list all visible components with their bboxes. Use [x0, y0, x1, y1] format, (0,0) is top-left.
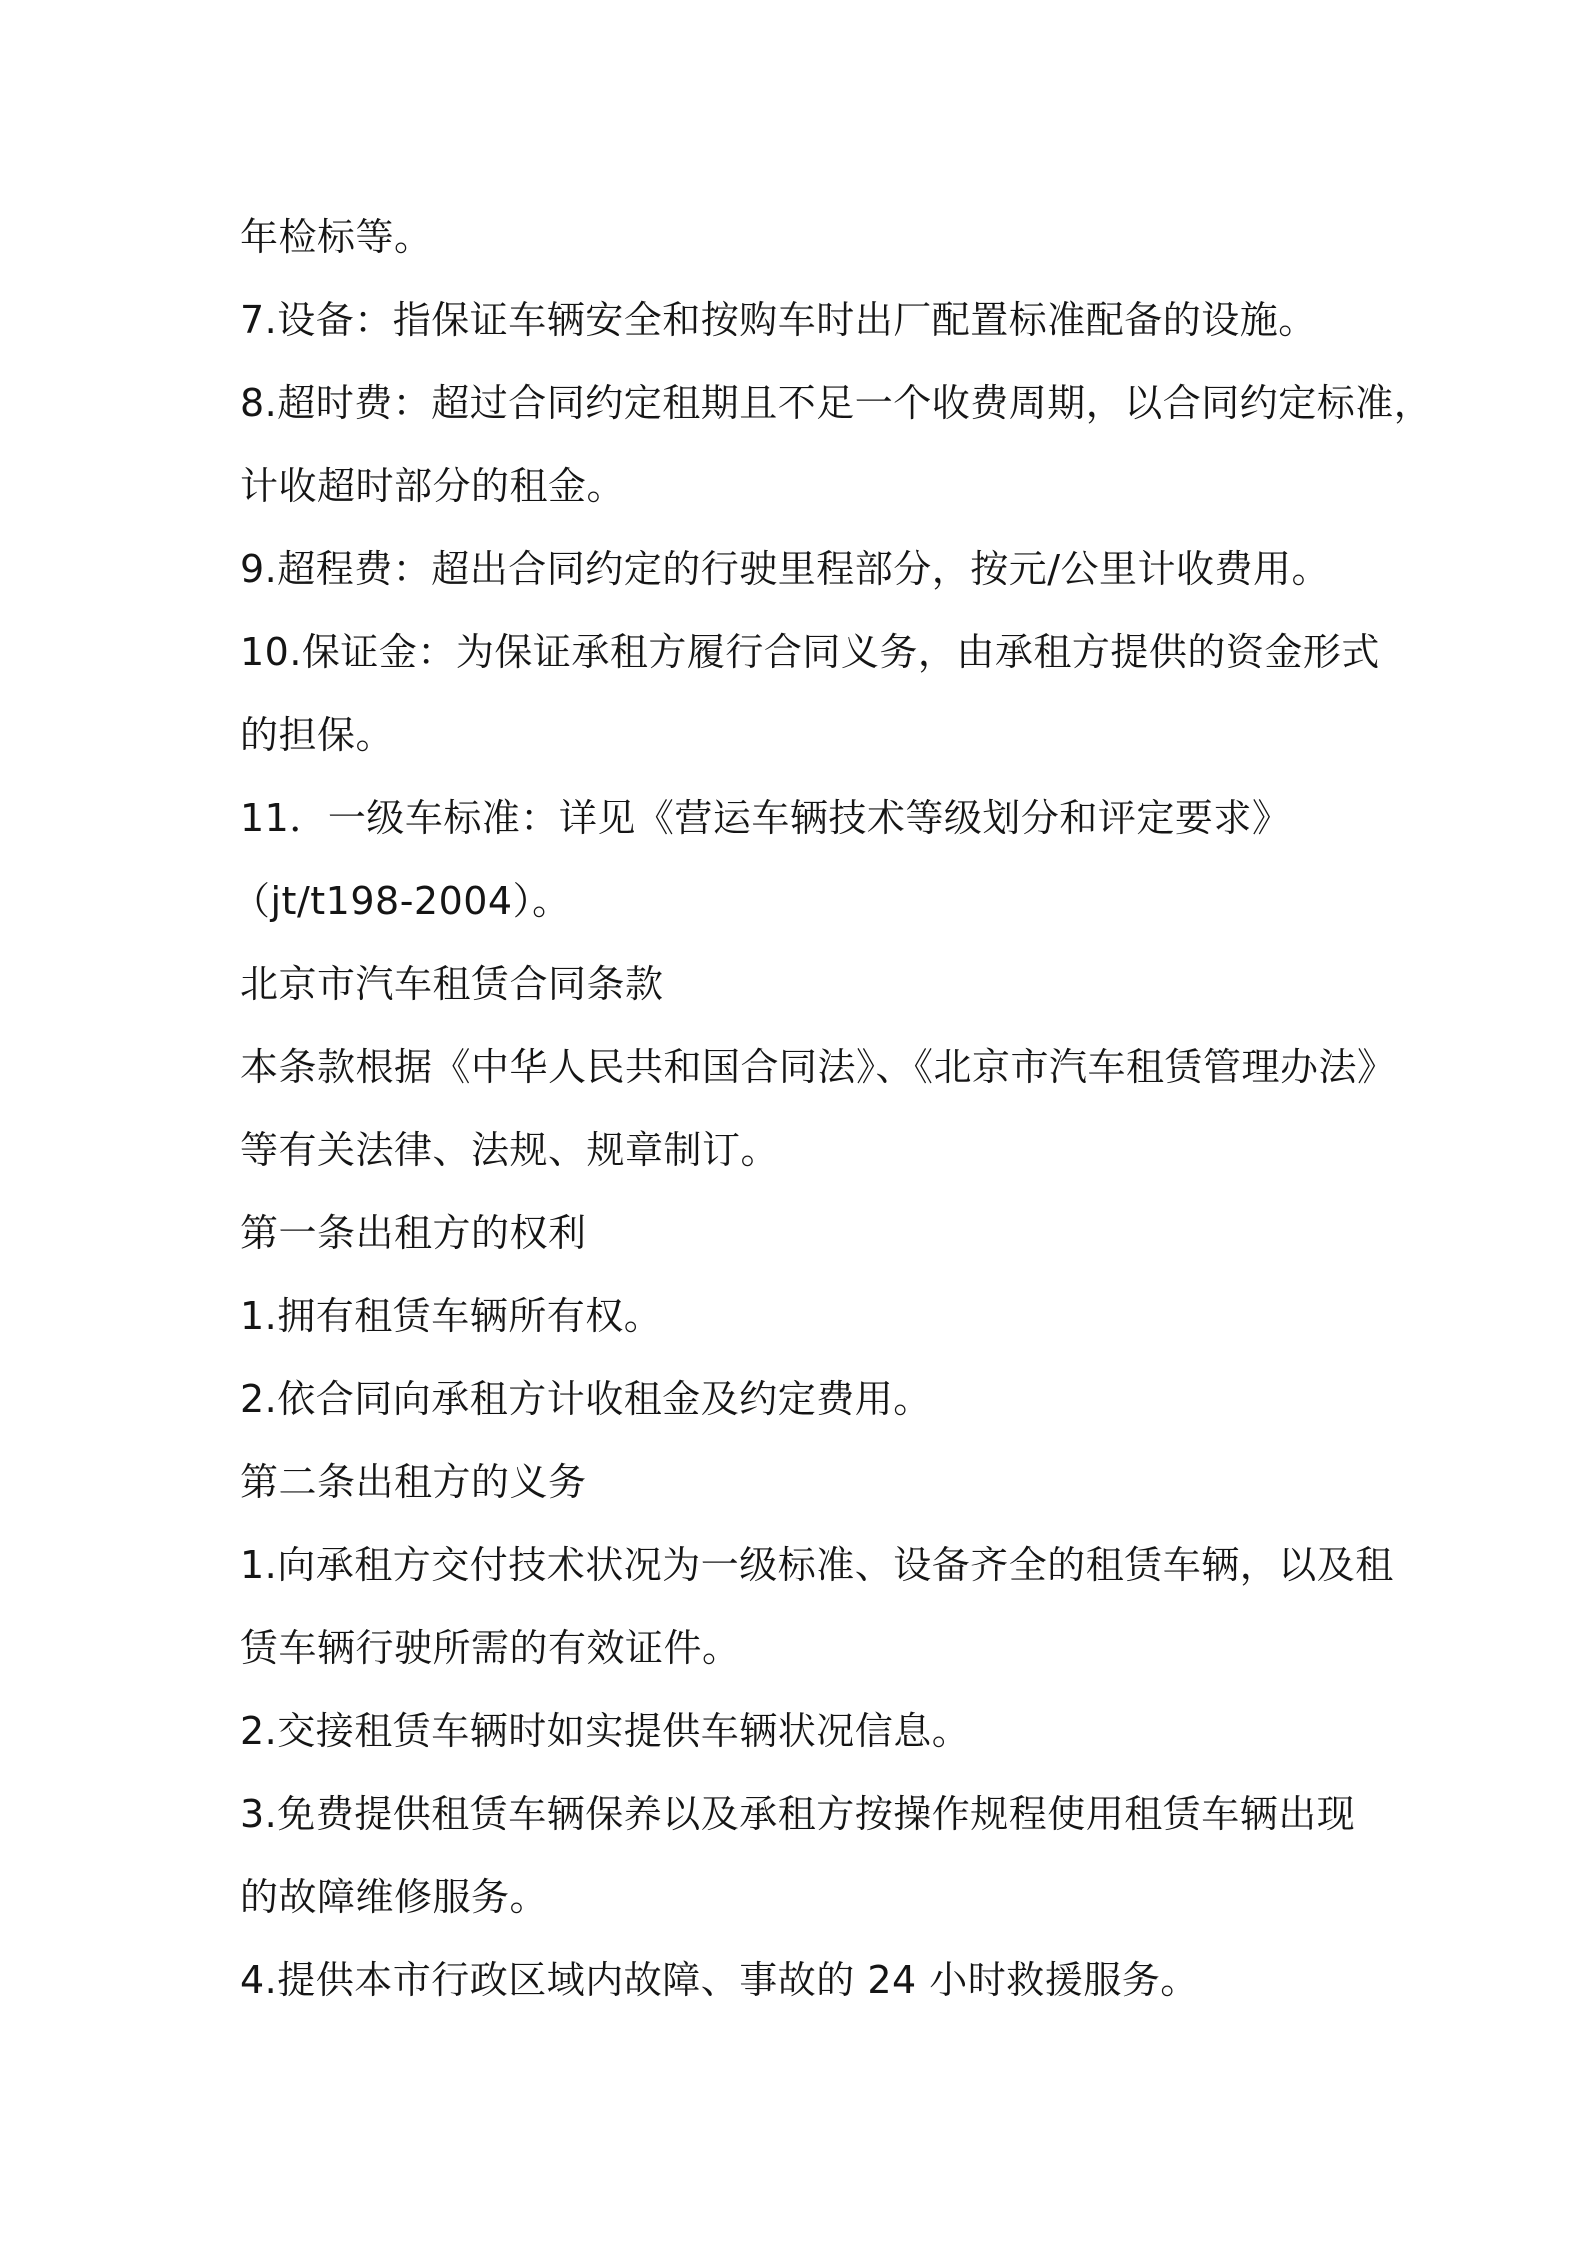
text-line: 2.交接租赁车辆时如实提供车辆状况信息。 [240, 1709, 971, 1753]
text-line: 等有关法律、法规、规章制订。 [240, 1128, 780, 1172]
text-line: 1.拥有租赁车辆所有权。 [240, 1294, 663, 1338]
text-line: 年检标等。 [240, 215, 433, 259]
text-line: 计收超时部分的租金。 [240, 464, 626, 508]
text-line: 11．一级车标准：详见《营运车辆技术等级划分和评定要求》 [240, 796, 1291, 840]
document-body [232, 196, 1433, 2022]
text-line: （jt/t198-2004）。 [232, 879, 571, 923]
article-heading: 第一条出租方的权利 [240, 1211, 587, 1255]
text-line: 的故障维修服务。 [240, 1875, 549, 1919]
text-line: 3.免费提供租赁车辆保养以及承租方按操作规程使用租赁车辆出现 [240, 1792, 1356, 1836]
text-line: 8.超时费：超过合同约定租期且不足一个收费周期，以合同约定标准， [240, 381, 1433, 425]
text-line: 1.向承租方交付技术状况为一级标准、设备齐全的租赁车辆，以及租 [240, 1543, 1394, 1587]
text-line: 本条款根据《中华人民共和国合同法》、《北京市汽车租赁管理办法》 [240, 1045, 1396, 1089]
article-heading: 第二条出租方的义务 [240, 1460, 587, 1504]
text-line: 9.超程费：超出合同约定的行驶里程部分，按元/公里计收费用。 [240, 547, 1331, 591]
text-line: 赁车辆行驶所需的有效证件。 [240, 1626, 741, 1670]
text-line: 4.提供本市行政区域内故障、事故的 24 小时救援服务。 [240, 1958, 1199, 2002]
section-title: 北京市汽车租赁合同条款 [240, 962, 664, 1006]
text-line: 7.设备：指保证车辆安全和按购车时出厂配置标准配备的设施。 [240, 298, 1317, 342]
text-line: 的担保。 [240, 713, 395, 757]
text-line: 10.保证金：为保证承租方履行合同义务，由承租方提供的资金形式 [240, 630, 1380, 674]
text-line: 2.依合同向承租方计收租金及约定费用。 [240, 1377, 932, 1421]
